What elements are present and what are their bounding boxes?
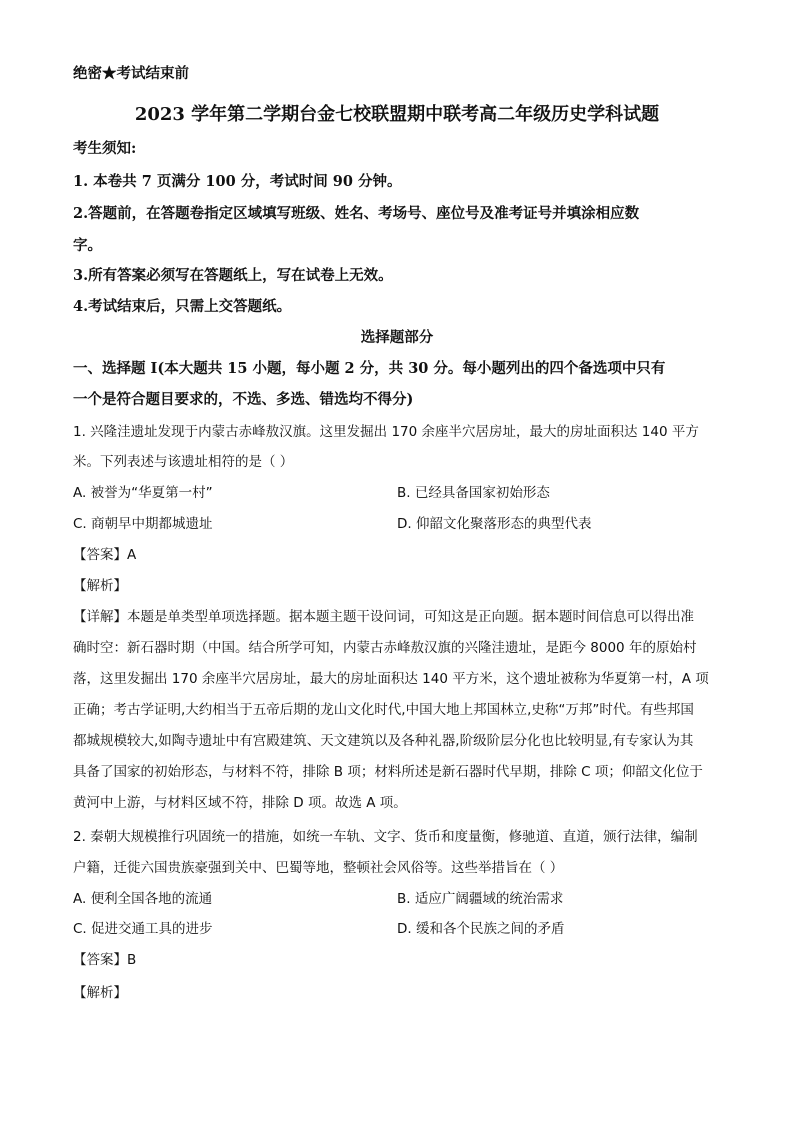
section-heading-line-2: 一个是符合题目要求的，不选、多选、错选均不得分) xyxy=(73,391,414,408)
notice-item-3: 3.所有答案必须写在答题纸上，写在试卷上无效。 xyxy=(73,267,393,284)
confidential-label: 绝密★考试结束前 xyxy=(73,65,189,82)
notice-item-1: 1. 本卷共 7 页满分 100 分，考试时间 90 分钟。 xyxy=(73,173,402,190)
q1-option-b: B. 已经具备国家初始形态 xyxy=(397,485,550,501)
q2-option-b: B. 适应广阔疆域的统治需求 xyxy=(397,891,564,907)
q2-option-a: A. 便利全国各地的流通 xyxy=(73,891,213,907)
q2-answer: 【答案】B xyxy=(73,952,137,968)
q1-answer: 【答案】A xyxy=(73,547,137,563)
q1-detail-line-6: 具备了国家的初始形态，与材料不符，排除 B 项；材料所述是新石器时代早期，排除 C 项；仰韶文化位于 xyxy=(73,764,703,780)
q1-option-a: A. 被誉为“华夏第一村” xyxy=(73,485,213,501)
section-heading-line-1: 一、选择题 Ⅰ(本大题共 15 小题，每小题 2 分，共 30 分。每小题列出的四个备选项中只有 xyxy=(73,360,666,377)
q1-stem-line-1: 1. 兴隆洼遗址发现于内蒙古赤峰敖汉旗。这里发掘出 170 余座半穴居房址，最大的房址面积达 140 平方 xyxy=(73,424,699,440)
q1-stem-line-2: 米。下列表述与该遗址相符的是（ ） xyxy=(73,454,294,470)
exam-title: 2023 学年第二学期台金七校联盟期中联考高二年级历史学科试题 xyxy=(134,104,660,125)
q1-detail-line-5: 都城规模较大,如陶寺遗址中有宫殿建筑、天文建筑以及各种礼器,阶级阶层分化也比较明显,有专家认为其 xyxy=(73,733,694,749)
q1-detail-line-7: 黄河中上游，与材料区域不符，排除 D 项。故选 A 项。 xyxy=(73,795,407,811)
notice-heading: 考生须知: xyxy=(73,140,137,157)
notice-item-2: 2.答题前，在答题卷指定区域填写班级、姓名、考场号、座位号及准考证号并填涂相应数 xyxy=(73,205,640,222)
q2-stem-line-1: 2. 秦朝大规模推行巩固统一的措施，如统一车轨、文字、货币和度量衡，修驰道、直道，颁行法律，编制 xyxy=(73,829,698,845)
q1-option-c: C. 商朝早中期都城遗址 xyxy=(73,516,213,532)
q1-analysis-label: 【解析】 xyxy=(73,578,127,594)
q2-option-c: C. 促进交通工具的进步 xyxy=(73,921,213,937)
q2-analysis-label: 【解析】 xyxy=(73,985,127,1001)
q1-detail-line-1: 【详解】本题是单类型单项选择题。据本题主题干设问词，可知这是正向题。据本题时间信息可以得出准 xyxy=(73,609,694,625)
q1-detail-line-3: 落，这里发掘出 170 余座半穴居房址，最大的房址面积达 140 平方米，这个遗址被称为华夏第一村，A 项 xyxy=(73,671,709,687)
q1-detail-line-2: 确时空：新石器时期（中国。结合所学可知，内蒙古赤峰敖汉旗的兴隆洼遗址，是距今 8000 年的原始村 xyxy=(73,640,697,656)
q2-option-d: D. 缓和各个民族之间的矛盾 xyxy=(397,921,565,937)
q1-option-d: D. 仰韶文化聚落形态的典型代表 xyxy=(397,516,592,532)
q1-detail-line-4: 正确；考古学证明,大约相当于五帝后期的龙山文化时代,中国大地上邦国林立,史称“万邦”时代。有些邦国 xyxy=(73,702,694,718)
notice-item-2-cont: 字。 xyxy=(73,237,102,254)
q2-stem-line-2: 户籍，迁徙六国贵族豪强到关中、巴蜀等地，整顿社会风俗等。这些举措旨在（ ） xyxy=(73,860,564,876)
notice-item-4: 4.考试结束后，只需上交答题纸。 xyxy=(73,298,292,315)
section-part-title: 选择题部分 xyxy=(360,329,434,346)
